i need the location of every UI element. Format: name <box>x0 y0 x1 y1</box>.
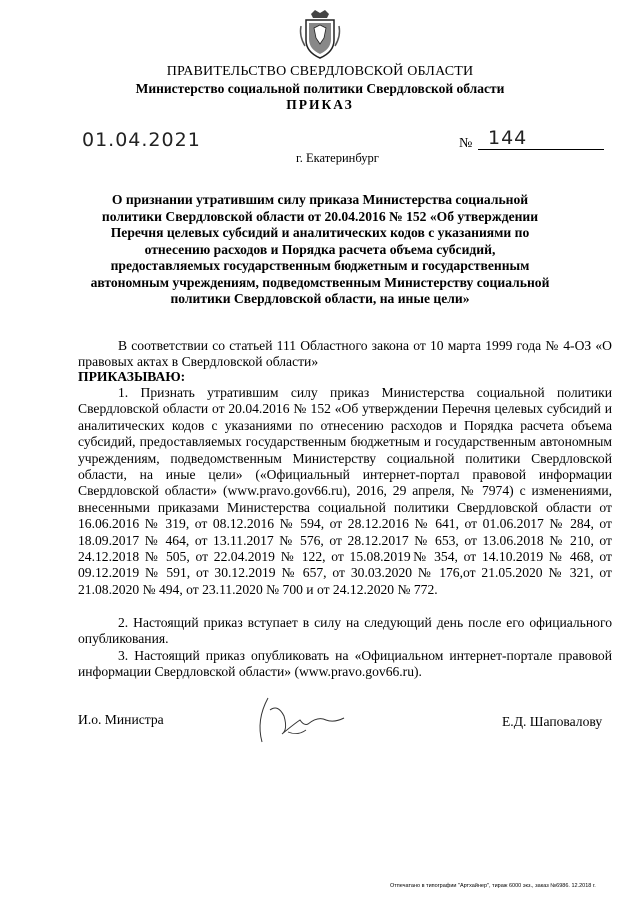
signatory-name: Е.Д. Шаповалову <box>502 714 603 729</box>
number-sign: № <box>459 136 473 151</box>
handwritten-signature <box>248 690 358 752</box>
document-date: 01.04.2021 <box>82 129 201 151</box>
order-word: ПРИКАЗЫВАЮ: <box>78 369 186 384</box>
signatory-position: И.о. Министра <box>78 712 164 727</box>
print-footer: Отпечатано в типографии "Артхайнер", тираж 6000 экз., заказ №6986. 12.2018 г. <box>390 883 596 889</box>
coat-of-arms-icon <box>297 8 343 60</box>
government-name: ПРАВИТЕЛЬСТВО СВЕРДЛОВСКОЙ ОБЛАСТИ <box>166 64 474 79</box>
order-item-3: 3. Настоящий приказ опубликовать на «Официальном интернет-портале правовой информации Свердловской области» (www.pravo.gov66.ru). <box>78 648 612 680</box>
order-item-2: 2. Настоящий приказ вступает в силу на следующий день после его официального опубликования. <box>78 615 612 647</box>
ministry-name: Министерство социальной политики Свердловской области <box>135 81 505 96</box>
number-underline <box>478 149 604 150</box>
city: г. Екатеринбург <box>296 151 379 165</box>
order-item-1: 1. Признать утратившим силу приказ Министерства социальной политики Свердловской области от 20.04.2016 № 152 «Об утверждении Перечня целевых субсидий и аналитических кодов с указаниями по отнесению расходов и Порядка расчета объема субсидий, предоставляемых государственным бюджетным и государственным автономным учреждениям, подведомственным Министерству социальной политики Свердловской области, на иные цели» («Официальный интернет-портал правовой информации Свердловской области» (www.pravo.gov66.ru), 2016, 29 апреля, № 7974) с изменениями, внесенными приказами Министерства социальной политики Свердловской области от 16.06.2016 № 319, от 08.12.2016 № 594, от 28.12.2016 № 641, от 01.06.2017 № 284, от 18.09.2017 № 464, от 13.11.2017 № 576, от 28.12.2017 № 653, от 13.06.2018 № 210, от 24.12.2018 № 505, от 22.04.2019 № 122, от 15.08.2019№ 354, от 14.10.2019 № 468, от 09.12.2019 № 591, от 30.12.2019 № 657, от 30.03.2020 № 176,от 21.05.2020 № 321, от 21.08.2020 № 494, от 23.11.2020 № 700 и от 24.12.2020 № 772. <box>78 385 612 597</box>
document-number: 144 <box>488 127 528 149</box>
document-type: ПРИКАЗ <box>286 97 354 112</box>
document-title: О признании утратившим силу приказа Министерства социальной политики Свердловской области от 20.04.2016 № 152 «Об утверждении Перечня целевых субсидий и аналитических кодов с указаниями по отнесению расходов и Порядка расчета объема субсидий, предоставляемых государственным бюджетным и государственным автономным учреждениям, подведомственным Министерству социальной политики Свердловской области, на иные цели» <box>90 192 550 306</box>
basis-paragraph: В соответствии со статьей 111 Областного закона от 10 марта 1999 года № 4-ОЗ «О правовых актах в Свердловской области» <box>78 338 612 370</box>
